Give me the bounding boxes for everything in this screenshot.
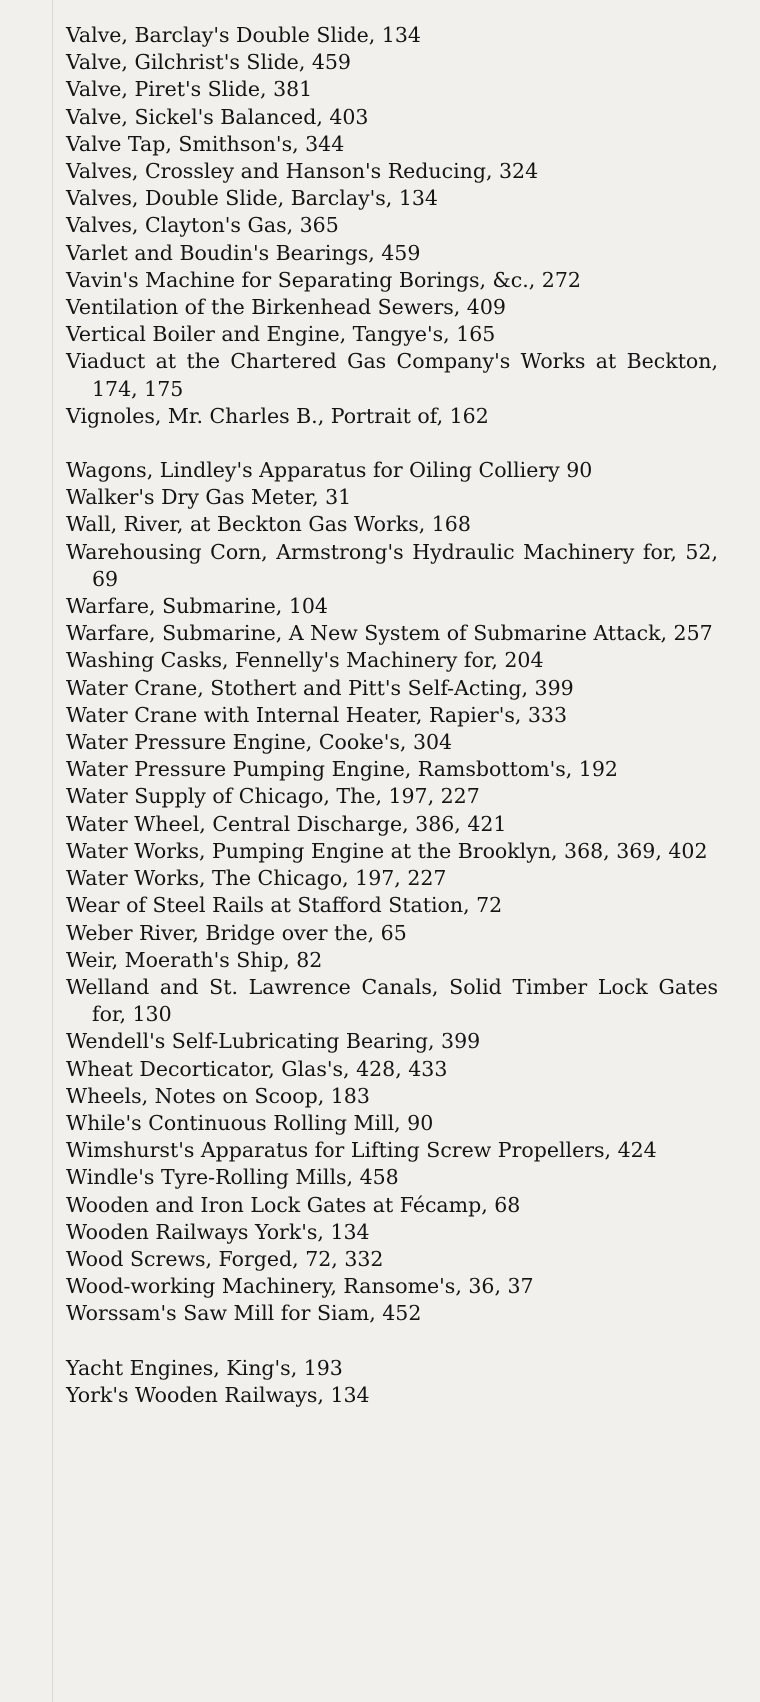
- index-entry: Valves, Crossley and Hanson's Reducing, 324: [66, 159, 539, 184]
- index-entry: Valve, Barclay's Double Slide, 134: [66, 23, 421, 47]
- index-entry: Worssam's Saw Mill for Siam, 452: [66, 1301, 422, 1326]
- index-entry: Varlet and Boudin's Bearings, 459: [66, 240, 421, 265]
- index-entry: Viaduct at the Chartered Gas Company's Works at Beckton, 174, 175: [66, 349, 718, 401]
- index-section-v: [66, 22, 718, 430]
- index-entry: Vavin's Machine for Separating Borings, &c., 272: [66, 267, 581, 292]
- index-column: [66, 22, 718, 1409]
- index-entry: Washing Casks, Fennelly's Machinery for, 204: [66, 648, 544, 673]
- index-entry: Yacht Engines, King's, 193: [66, 1355, 343, 1380]
- index-entry: While's Continuous Rolling Mill, 90: [66, 1110, 434, 1135]
- index-entry: Wear of Steel Rails at Stafford Station, 72: [66, 893, 503, 918]
- index-entry: Water Pressure Engine, Cooke's, 304: [66, 730, 453, 755]
- index-entry: Wagons, Lindley's Apparatus for Oiling Colliery 90: [66, 458, 593, 483]
- index-entry: Water Supply of Chicago, The, 197, 227: [66, 784, 480, 809]
- index-entry: Weber River, Bridge over the, 65: [66, 920, 407, 945]
- page-gutter-line: [52, 0, 53, 1702]
- index-entry: Welland and St. Lawrence Canals, Solid Timber Lock Gates for, 130: [66, 974, 718, 1027]
- index-entry: Vignoles, Mr. Charles B., Portrait of, 162: [66, 403, 489, 428]
- index-entry: Ventilation of the Birkenhead Sewers, 409: [66, 295, 506, 320]
- index-entry: Weir, Moerath's Ship, 82: [66, 947, 323, 972]
- index-section-y: [66, 1355, 718, 1409]
- index-entry: Vertical Boiler and Engine, Tangye's, 165: [66, 322, 496, 347]
- index-entry: Walker's Dry Gas Meter, 31: [66, 485, 352, 510]
- index-entry: Wood-working Machinery, Ransome's, 36, 37: [66, 1274, 534, 1299]
- index-entry: Wood Screws, Forged, 72, 332: [66, 1246, 384, 1271]
- index-entry: Valves, Clayton's Gas, 365: [66, 213, 339, 238]
- index-entry: Wall, River, at Beckton Gas Works, 168: [66, 512, 471, 537]
- index-entry: Valve Tap, Smithson's, 344: [66, 131, 345, 156]
- index-section-w: [66, 457, 718, 1328]
- index-entry: Valves, Double Slide, Barclay's, 134: [66, 186, 438, 211]
- index-entry: Warfare, Submarine, 104: [66, 594, 328, 619]
- section-divider-space: [66, 1328, 718, 1355]
- index-entry: Valve, Gilchrist's Slide, 459: [66, 50, 351, 75]
- index-entry: York's Wooden Railways, 134: [66, 1382, 370, 1407]
- index-entry: Water Works, Pumping Engine at the Brooklyn, 368, 369, 402: [66, 838, 708, 863]
- index-entry: Water Crane with Internal Heater, Rapier's, 333: [66, 702, 568, 727]
- index-entry: Windle's Tyre-Rolling Mills, 458: [66, 1165, 399, 1190]
- index-entry: Valve, Piret's Slide, 381: [66, 77, 313, 102]
- index-entry: Valve, Sickel's Balanced, 403: [66, 104, 369, 129]
- index-entry: Wooden Railways York's, 134: [66, 1219, 370, 1244]
- index-entry: Wheat Decorticator, Glas's, 428, 433: [66, 1056, 448, 1081]
- index-entry: Wheels, Notes on Scoop, 183: [66, 1083, 370, 1108]
- index-entry: Wimshurst's Apparatus for Lifting Screw Propellers, 424: [66, 1138, 657, 1163]
- index-entry: Water Works, The Chicago, 197, 227: [66, 866, 447, 891]
- index-entry: Warehousing Corn, Armstrong's Hydraulic Machinery for, 52, 69: [66, 539, 718, 591]
- index-entry: Water Wheel, Central Discharge, 386, 421: [66, 811, 507, 836]
- index-entry: Water Pressure Pumping Engine, Ramsbottom's, 192: [66, 757, 618, 782]
- index-entry: Wooden and Iron Lock Gates at Fécamp, 68: [66, 1192, 521, 1217]
- index-entry: Wendell's Self-Lubricating Bearing, 399: [66, 1029, 481, 1054]
- index-entry: Water Crane, Stothert and Pitt's Self-Acting, 399: [66, 675, 574, 700]
- index-entry: Warfare, Submarine, A New System of Submarine Attack, 257: [66, 621, 713, 646]
- section-divider-space: [66, 430, 718, 457]
